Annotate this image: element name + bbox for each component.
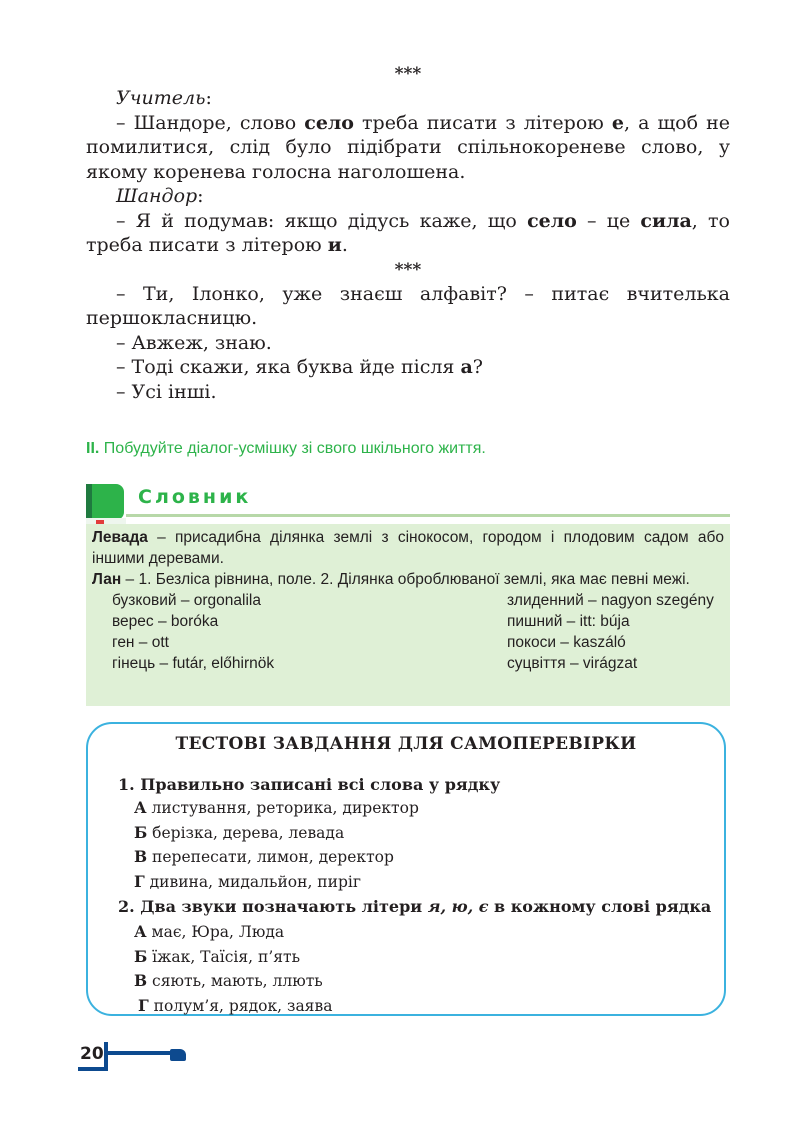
glossary-rule <box>126 514 730 517</box>
main-text <box>86 62 730 404</box>
option-v: В сяють, мають, ллють <box>134 971 323 990</box>
option-a: А має, Юра, Люда <box>134 922 285 941</box>
term-item: покоси – kaszáló <box>507 634 626 651</box>
term-item: верес – boróka <box>112 613 219 630</box>
book-icon <box>86 484 124 520</box>
test-title: ТЕСТОВІ ЗАВДАННЯ ДЛЯ САМОПЕРЕВІРКИ <box>175 734 637 754</box>
option-g: Г полум’я, рядок, заява <box>138 995 333 1015</box>
student-line: – Я й подумав: якщо дідусь каже, що село – це сила, то треба писати з літерою и. <box>86 209 730 256</box>
teacher-line: – Шандоре, слово село треба писати з літерою е, а щоб не помилитися, слід було підібрати спільнокореневе слово, у якому коренева голосна наголошена. <box>86 111 731 183</box>
student-role: Шандор: <box>116 185 204 207</box>
task-ii: II. Побудуйте діалог-усмішку зі свого шкільного життя. <box>86 440 486 457</box>
question-1: 1. Правильно записані всі слова у рядку <box>118 775 501 794</box>
question-2: 2. Два звуки позначають літери я, ю, є в кожному слові рядка <box>118 897 712 916</box>
dialogue2-line3: – Тоді скажи, яка буква йде після а? <box>116 356 483 378</box>
page-number-decor <box>104 1051 172 1055</box>
separator: *** <box>394 64 422 84</box>
glossary-box <box>86 524 730 706</box>
term-item: гінець – futár, előhirnök <box>112 655 275 672</box>
term-item: бузковий – orgonalila <box>112 592 261 609</box>
glossary-entry-levada: Левада – присадибна ділянка землі з сінокосом, городом і плодовим садом або іншими деревами. <box>92 529 724 567</box>
question-2-options <box>134 920 332 1018</box>
term-item: суцвіття – virágzat <box>507 655 638 672</box>
glossary-title: Словник <box>138 486 252 508</box>
option-a: А листування, реторика, директор <box>134 798 419 817</box>
term-item: ген – ott <box>112 634 169 651</box>
separator-2: *** <box>394 259 422 280</box>
question-1-options <box>134 796 419 894</box>
glossary-header <box>86 484 730 524</box>
page-number-decor <box>170 1049 186 1061</box>
option-g: Г дивина, мидальйон, пиріг <box>134 871 361 891</box>
page-number-decor <box>78 1067 108 1071</box>
self-test-frame <box>86 722 726 1016</box>
term-item: злиденний – nagyon szegény <box>507 592 714 609</box>
dialogue2-line4: – Усі інші. <box>116 380 217 403</box>
page-number-decor <box>104 1042 108 1070</box>
terms-right <box>421 590 730 674</box>
dialogue2-line1: – Ти, Ілонко, уже знаєш алфавіт? – питає вчителька першокласницю. <box>86 282 730 329</box>
option-b: Б їжак, Таїсія, п’ять <box>134 946 301 966</box>
glossary-terms <box>86 590 730 674</box>
teacher-role: Учитель: <box>116 87 212 109</box>
glossary-entry-lan: Лан – 1. Безліса рівнина, поле. 2. Ділянка оброблюваної землі, яка має певні межі. <box>92 571 690 588</box>
terms-left <box>112 590 421 674</box>
option-b: Б берізка, дерева, левада <box>134 822 345 842</box>
term-item: пишний – itt: bújа <box>507 613 630 630</box>
page-number: 20 <box>80 1044 104 1064</box>
dialogue2-line2: – Авжеж, знаю. <box>116 331 272 354</box>
option-v: В перепесати, лимон, деректор <box>134 847 394 866</box>
